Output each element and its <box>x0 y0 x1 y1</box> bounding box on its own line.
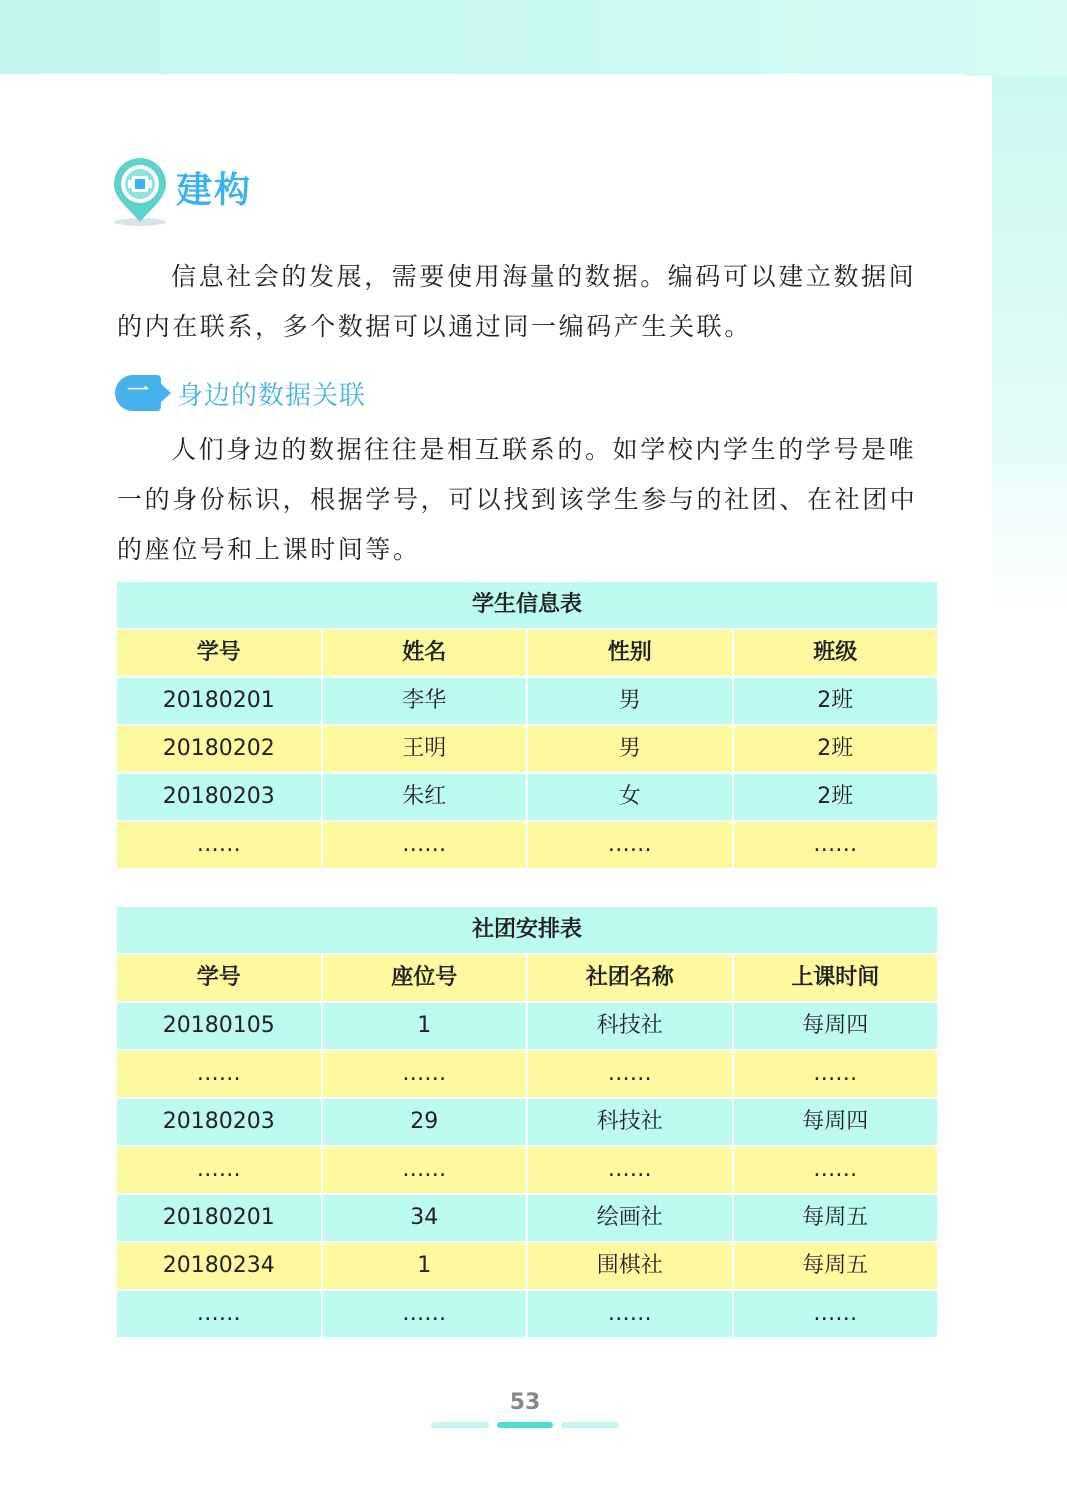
building-pin-icon <box>110 156 172 228</box>
table-cell: …… <box>323 1291 527 1337</box>
intro-line-1: 信息社会的发展，需要使用海量的数据。编码可以建立数据间 <box>171 262 917 291</box>
table-row <box>117 774 937 820</box>
table-cell: 1 <box>323 1243 527 1289</box>
table-cell: 王明 <box>323 726 527 772</box>
intro-paragraph <box>117 252 939 352</box>
table-cell: 女 <box>528 774 732 820</box>
table-cell: 每周五 <box>734 1195 938 1241</box>
table-cell: 29 <box>323 1099 527 1145</box>
top-decor-band <box>0 0 1067 76</box>
table-cell: 34 <box>323 1195 527 1241</box>
table-cell: …… <box>117 822 321 868</box>
table-cell: …… <box>528 1147 732 1193</box>
table-row <box>117 1051 937 1097</box>
table-row <box>117 1291 937 1337</box>
intro-line-2: 的内在联系，多个数据可以通过同一编码产生关联。 <box>117 312 752 341</box>
page-deco-right <box>561 1422 619 1428</box>
table-cell: 20180105 <box>117 1003 321 1049</box>
table-cell: …… <box>323 822 527 868</box>
table-cell: …… <box>323 1051 527 1097</box>
header-cell: 座位号 <box>323 955 527 1001</box>
header-cell: 姓名 <box>323 630 527 676</box>
table-title: 学生信息表 <box>117 582 937 628</box>
table-row <box>117 1003 937 1049</box>
table-cell: 1 <box>323 1003 527 1049</box>
table-cell: 2班 <box>734 678 938 724</box>
table-row <box>117 1099 937 1145</box>
table-cell: 20180201 <box>117 678 321 724</box>
header-cell: 上课时间 <box>734 955 938 1001</box>
table-row <box>117 1243 937 1289</box>
table-cell: 20180202 <box>117 726 321 772</box>
header-cell: 社团名称 <box>528 955 732 1001</box>
table-cell: …… <box>323 1147 527 1193</box>
table-header-row <box>117 955 937 1001</box>
table-cell: 科技社 <box>528 1099 732 1145</box>
table-row <box>117 726 937 772</box>
table-cell: 每周四 <box>734 1003 938 1049</box>
table-cell: 20180234 <box>117 1243 321 1289</box>
table-cell: …… <box>117 1051 321 1097</box>
table-cell: 朱红 <box>323 774 527 820</box>
page-deco-center <box>497 1422 553 1428</box>
table-cell: 20180203 <box>117 1099 321 1145</box>
body-line-3: 的座位号和上课时间等。 <box>117 535 421 564</box>
table-cell: …… <box>734 1051 938 1097</box>
table-title: 社团安排表 <box>117 907 937 953</box>
right-decor-band <box>992 76 1067 616</box>
table-cell: 每周四 <box>734 1099 938 1145</box>
page-deco-left <box>431 1422 489 1428</box>
table-cell: …… <box>528 1291 732 1337</box>
table-cell: …… <box>528 822 732 868</box>
body-paragraph <box>117 425 939 575</box>
table-cell: 20180201 <box>117 1195 321 1241</box>
table-cell: 围棋社 <box>528 1243 732 1289</box>
body-line-1: 人们身边的数据往往是相互联系的。如学校内学生的学号是唯 <box>171 435 917 464</box>
section-title: 建构 <box>176 170 253 211</box>
table-cell: 男 <box>528 726 732 772</box>
table-cell: 男 <box>528 678 732 724</box>
table-cell: …… <box>117 1291 321 1337</box>
subsection-title: 身边的数据关联 <box>177 381 367 411</box>
table-row <box>117 1195 937 1241</box>
table-cell: 2班 <box>734 726 938 772</box>
table-cell: …… <box>528 1051 732 1097</box>
subsection-badge <box>115 375 161 411</box>
club-schedule-table <box>117 907 937 1339</box>
student-info-table <box>117 582 937 870</box>
header-cell: 学号 <box>117 955 321 1001</box>
table-row <box>117 1147 937 1193</box>
table-cell: 绘画社 <box>528 1195 732 1241</box>
table-cell: 20180203 <box>117 774 321 820</box>
table-cell: …… <box>734 1147 938 1193</box>
subsection-badge-label: 一 <box>126 379 149 404</box>
table-cell: 李华 <box>323 678 527 724</box>
header-cell: 学号 <box>117 630 321 676</box>
table-cell: …… <box>734 1291 938 1337</box>
table-cell: 科技社 <box>528 1003 732 1049</box>
body-line-2: 一的身份标识，根据学号，可以找到该学生参与的社团、在社团中 <box>117 485 918 514</box>
table-cell: 2班 <box>734 774 938 820</box>
table-row <box>117 822 937 868</box>
header-cell: 班级 <box>734 630 938 676</box>
table-cell: …… <box>117 1147 321 1193</box>
table-cell: …… <box>734 822 938 868</box>
table-cell: 每周五 <box>734 1243 938 1289</box>
page-number: 53 <box>509 1390 541 1415</box>
header-cell: 性别 <box>528 630 732 676</box>
table-header-row <box>117 630 937 676</box>
table-row <box>117 678 937 724</box>
